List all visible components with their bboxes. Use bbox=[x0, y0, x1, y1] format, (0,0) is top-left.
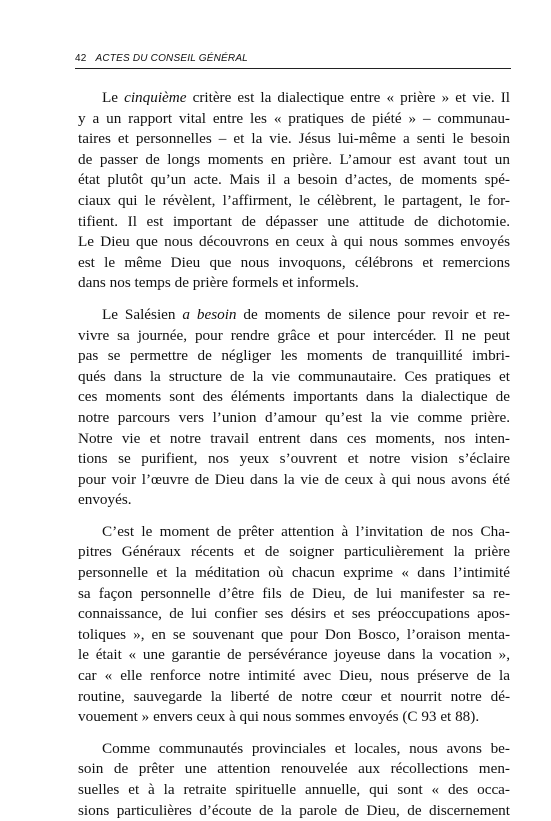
text-line: suelles et à la retraite spirituelle annuelle, qui sont « des occa- bbox=[78, 781, 510, 798]
text-line: vivre sa journée, pour rendre grâce et pour intercéder. Il ne peut bbox=[78, 326, 510, 344]
text-line: Le cinquième critère est la dialectique entre « prière » et vie. Il bbox=[102, 89, 510, 106]
text-line: connaissance, de lui confier ses désirs et ses préoccupations apos- bbox=[78, 605, 510, 623]
text-line: routine, sauvegarde la liberté de notre cœur et nourrit notre dé- bbox=[78, 687, 510, 705]
text-line: de passer de longs moments en prière. L’amour est avant tout un bbox=[78, 150, 510, 168]
text-line: sions particulières d’écoute de la parole de Dieu, de discernement bbox=[78, 801, 510, 819]
body-text bbox=[78, 88, 510, 821]
text-line: taires et personnelles – et la vie. Jésus lui-même a senti le besoin bbox=[78, 130, 510, 148]
text-line: tifient. Il est important de dépasser une attitude de dichotomie. bbox=[78, 212, 510, 230]
running-title: ACTES DU CONSEIL GÉNÉRAL bbox=[95, 53, 248, 64]
text-line: dans nos temps de prière formels et informels. bbox=[78, 274, 359, 292]
header-rule bbox=[75, 68, 511, 69]
text-line: Comme communautés provinciales et locales, nous avons be- bbox=[102, 739, 510, 757]
text-line: pour voir l’œuvre de Dieu dans la vie de ceux à qui nous avons été bbox=[78, 470, 510, 488]
text-line: le était « une garantie de persévérance joyeuse dans la vocation », bbox=[78, 646, 510, 664]
text-line: pas se permettre de négliger les moments de tranquillité imbri- bbox=[78, 347, 510, 365]
text-line: qués dans la structure de la vie communautaire. Ces pratiques et bbox=[78, 367, 510, 385]
text-line: y a un rapport vital entre les « pratiques de piété » – communau- bbox=[78, 109, 510, 127]
emphasis-cinquieme: cinquième bbox=[124, 89, 187, 106]
text-line: Notre vie et notre travail entrent dans ces moments, nos inten- bbox=[78, 429, 510, 447]
text-line: car « elle renforce notre intimité avec Dieu, nous préserve de la bbox=[78, 667, 510, 685]
text-line: personnelle et la méditation où chacun exprime « dans l’intimité bbox=[78, 564, 510, 582]
text-line: ces moments sont des éléments importants dans la dialectique de bbox=[78, 388, 510, 406]
text-line: notre parcours vers l’union d’amour qu’est la vie comme prière. bbox=[78, 408, 510, 426]
text-line: pitres Généraux récents et de soigner particulièrement la prière bbox=[78, 543, 510, 561]
paragraph-3 bbox=[78, 522, 510, 728]
text-line: Le Salésien a besoin de moments de silence pour revoir et re- bbox=[102, 305, 510, 323]
emphasis-a-besoin: a besoin bbox=[182, 305, 237, 323]
text-line: C’est le moment de prêter attention à l’invitation de nos Cha- bbox=[102, 522, 510, 540]
text-line: tions se purifient, nos yeux s’ouvrent et notre vision s’éclaire bbox=[78, 450, 510, 468]
text-line: état plutôt qu’un acte. Mais il a besoin d’actes, de moments spé- bbox=[78, 171, 510, 189]
text-line: Le Dieu que nous découvrons en ceux à qui nous sommes envoyés bbox=[78, 233, 510, 251]
text-line: vouement » envers ceux à qui nous sommes envoyés (C 93 et 88). bbox=[78, 708, 480, 726]
text-line: toliques », en se souvenant que pour Don Bosco, l’oraison menta- bbox=[78, 625, 510, 643]
text-line: est le même Dieu que nous invoquons, célébrons et remercions bbox=[78, 253, 510, 271]
text-line: soin de prêter une attention renouvelée aux récollections men- bbox=[78, 760, 510, 778]
paragraph-4 bbox=[78, 739, 510, 821]
paragraph-2 bbox=[78, 305, 510, 511]
text-line: envoyés. bbox=[78, 491, 132, 509]
running-header bbox=[75, 53, 248, 64]
page-number: 42 bbox=[75, 53, 87, 64]
text-line: ciaux qui le révèlent, l’affirment, le célèbrent, le partagent, le for- bbox=[78, 191, 510, 209]
paragraph-1 bbox=[78, 88, 510, 294]
text-line: sa façon personnelle d’être fils de Dieu, de lui manifester sa re- bbox=[78, 584, 510, 602]
